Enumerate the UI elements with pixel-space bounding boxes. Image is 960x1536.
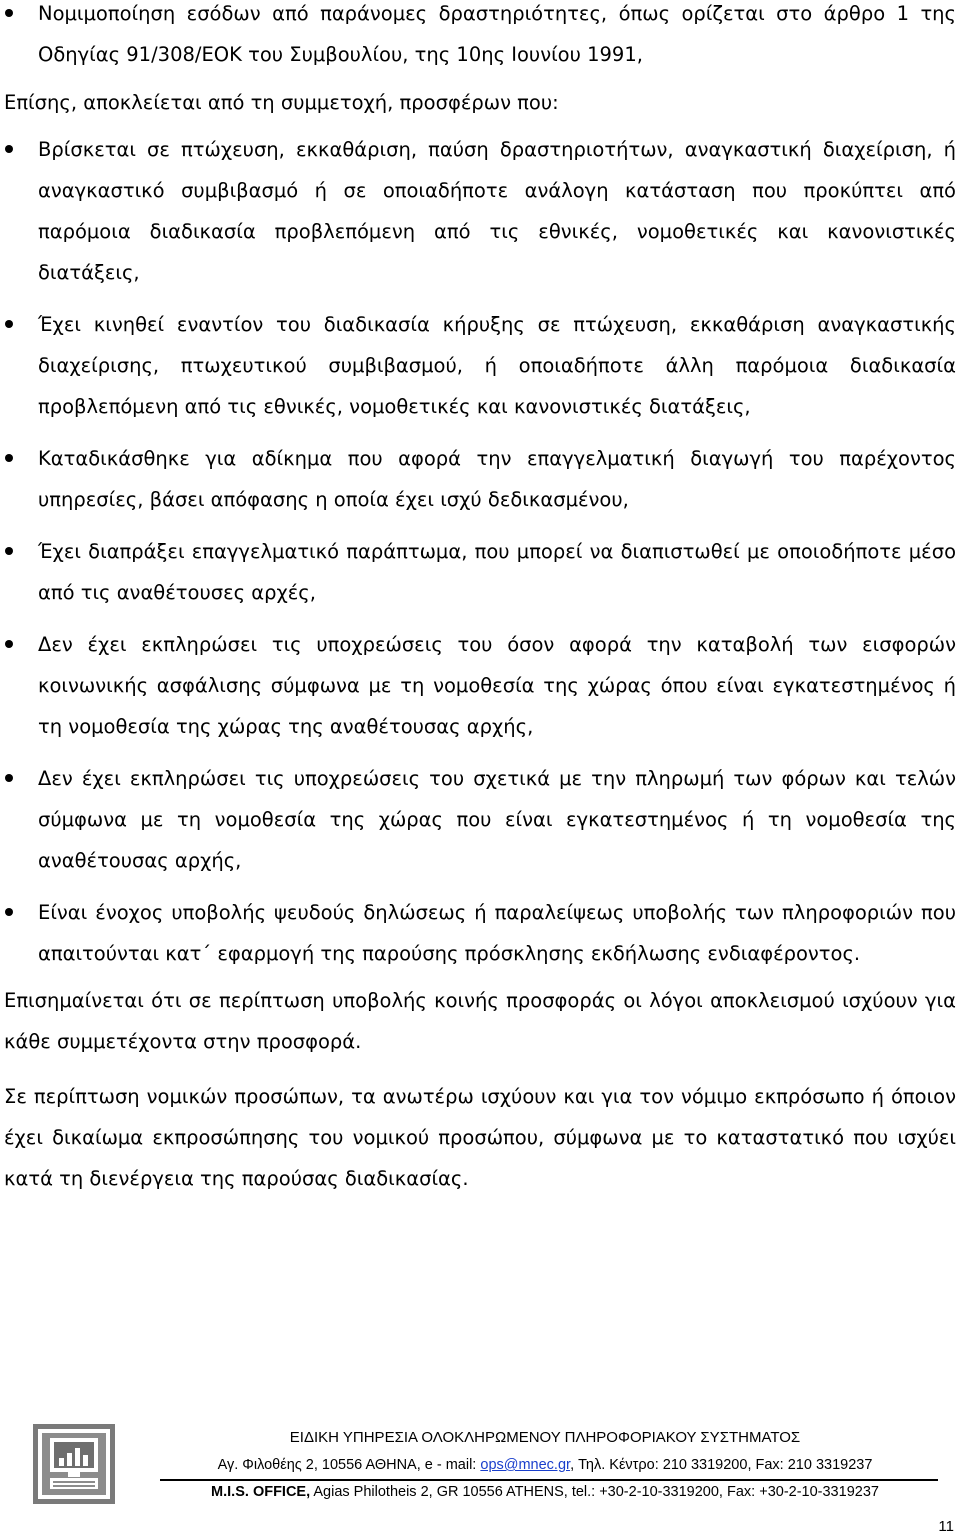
bullet-text: Νομιμοποίηση εσόδων από παράνομες δραστηριότητες, όπως ορίζεται στο άρθρο 1 της Οδηγίας 91/308/ΕΟΚ του Συμβουλίου, της 10ης Ιουνίου 1991, <box>38 2 956 66</box>
footer-divider <box>160 1479 938 1481</box>
bullet-text: Βρίσκεται σε πτώχευση, εκκαθάριση, παύση δραστηριοτήτων, αναγκαστική διαχείριση, ή αναγκαστικό συμβιβασμό ή σε οποιαδήποτε ανάλογη κατάσταση που προκύπτει από παρόμοια διαδικασία προβλεπόμενη από τις εθνικές, νομοθετικές και κανονιστικές διατάξεις, <box>38 138 956 284</box>
footer-address-suffix: , Τηλ. Κέντρο: 210 3319200, Fax: 210 3319237 <box>570 1457 873 1473</box>
bullet-text: Δεν έχει εκπληρώσει τις υποχρεώσεις του σχετικά με την πληρωμή των φόρων και τελών σύμφωνα με τη νομοθεσία της χώρας που είναι εγκατεστημένος ή τη νομοθεσία της αναθέτουσας αρχής, <box>38 767 956 872</box>
bullet-text: Είναι ένοχος υποβολής ψευδούς δηλώσεως ή παραλείψεως υποβολής των πληροφοριών που απαιτούνται κατ΄ εφαρμογή της παρούσης πρόσκλησης εκδήλωσης ενδιαφέροντος. <box>38 901 956 965</box>
bullet-icon <box>5 774 13 782</box>
bullet-text: Δεν έχει εκπληρώσει τις υποχρεώσεις του όσον αφορά την καταβολή των εισφορών κοινωνικής ασφάλισης σύμφωνα με τη νομοθεσία της χώρας όπου είναι εγκατεστημένος ή τη νομοθεσία της χώρας της αναθέτουσας αρχής, <box>38 633 956 738</box>
bullet-icon <box>5 547 13 555</box>
list-item <box>0 624 956 747</box>
bullet-text: Καταδικάσθηκε για αδίκημα που αφορά την επαγγελματική διαγωγή του παρέχοντος υπηρεσίες, βάσει απόφασης η οποία έχει ισχύ δεδικασμένου, <box>38 447 956 511</box>
bullet-icon <box>5 9 13 17</box>
list-item <box>0 531 956 613</box>
exclusion-bullet-list <box>0 129 956 974</box>
footer-address-english <box>150 1482 940 1502</box>
footer-org-name: ΕΙΔΙΚΗ ΥΠΗΡΕΣΙΑ ΟΛΟΚΛΗΡΩΜΕΝΟΥ ΠΛΗΡΟΦΟΡΙΑΚΟΥ ΣΥΣΤΗΜΑΤΟΣ <box>289 1429 801 1446</box>
list-item <box>0 129 956 293</box>
bullet-icon <box>5 145 13 153</box>
bullet-text: Έχει κινηθεί εναντίον του διαδικασία κήρυξης σε πτώχευση, εκκαθάριση αναγκαστικής διαχείρισης, πτωχευτικού συμβιβασμού, ή οποιαδήποτε άλλη παρόμοια διαδικασία προβλεπόμενη από τις εθνικές, νομοθετικές και κανονιστικές διατάξεις, <box>38 313 956 418</box>
bullet-text: Έχει διαπράξει επαγγελματικό παράπτωμα, που μπορεί να διαπιστωθεί με οποιοδήποτε μέσο από τις αναθέτουσες αρχές, <box>38 540 956 604</box>
intro-bullet-list <box>0 0 956 75</box>
bullet-icon <box>5 908 13 916</box>
legal-entities-note: Σε περίπτωση νομικών προσώπων, τα ανωτέρω ισχύουν και για τον νόμιμο εκπρόσωπο ή όποιον έχει δικαίωμα εκπροσώπησης του νομικού προσώπου, σύμφωνα με το καταστατικό που ισχύει κατά τη διενέργεια της παρούσας διαδικασίας. <box>4 1085 956 1190</box>
footer-email-link[interactable]: ops@mnec.gr <box>480 1457 571 1473</box>
bullet-icon <box>5 454 13 462</box>
footer-office-name: M.I.S. OFFICE, <box>211 1484 311 1500</box>
list-item <box>0 304 956 427</box>
list-item <box>0 892 956 974</box>
list-item <box>0 438 956 520</box>
footer-address-prefix: Αγ. Φιλοθέης 2, 10556 ΑΘΗΝΑ, e - mail: <box>217 1457 481 1473</box>
footer-address-greek <box>150 1455 940 1475</box>
page-footer <box>0 1420 960 1536</box>
list-item <box>0 0 956 75</box>
bullet-icon <box>5 640 13 648</box>
exclusion-intro: Επίσης, αποκλείεται από τη συμμετοχή, προσφέρων που: <box>4 91 559 114</box>
mis-office-computer-logo-icon <box>33 1424 115 1504</box>
joint-offer-note: Επισημαίνεται ότι σε περίπτωση υποβολής κοινής προσφοράς οι λόγοι αποκλεισμού ισχύουν για κάθε συμμετέχοντα στην προσφορά. <box>4 989 956 1053</box>
bullet-icon <box>5 320 13 328</box>
list-item <box>0 758 956 881</box>
footer-office-address: Agias Philotheis 2, GR 10556 ATHENS, tel.: +30-2-10-3319200, Fax: +30-2-10-3319237 <box>310 1484 879 1500</box>
page-number: 11 <box>938 1518 954 1535</box>
